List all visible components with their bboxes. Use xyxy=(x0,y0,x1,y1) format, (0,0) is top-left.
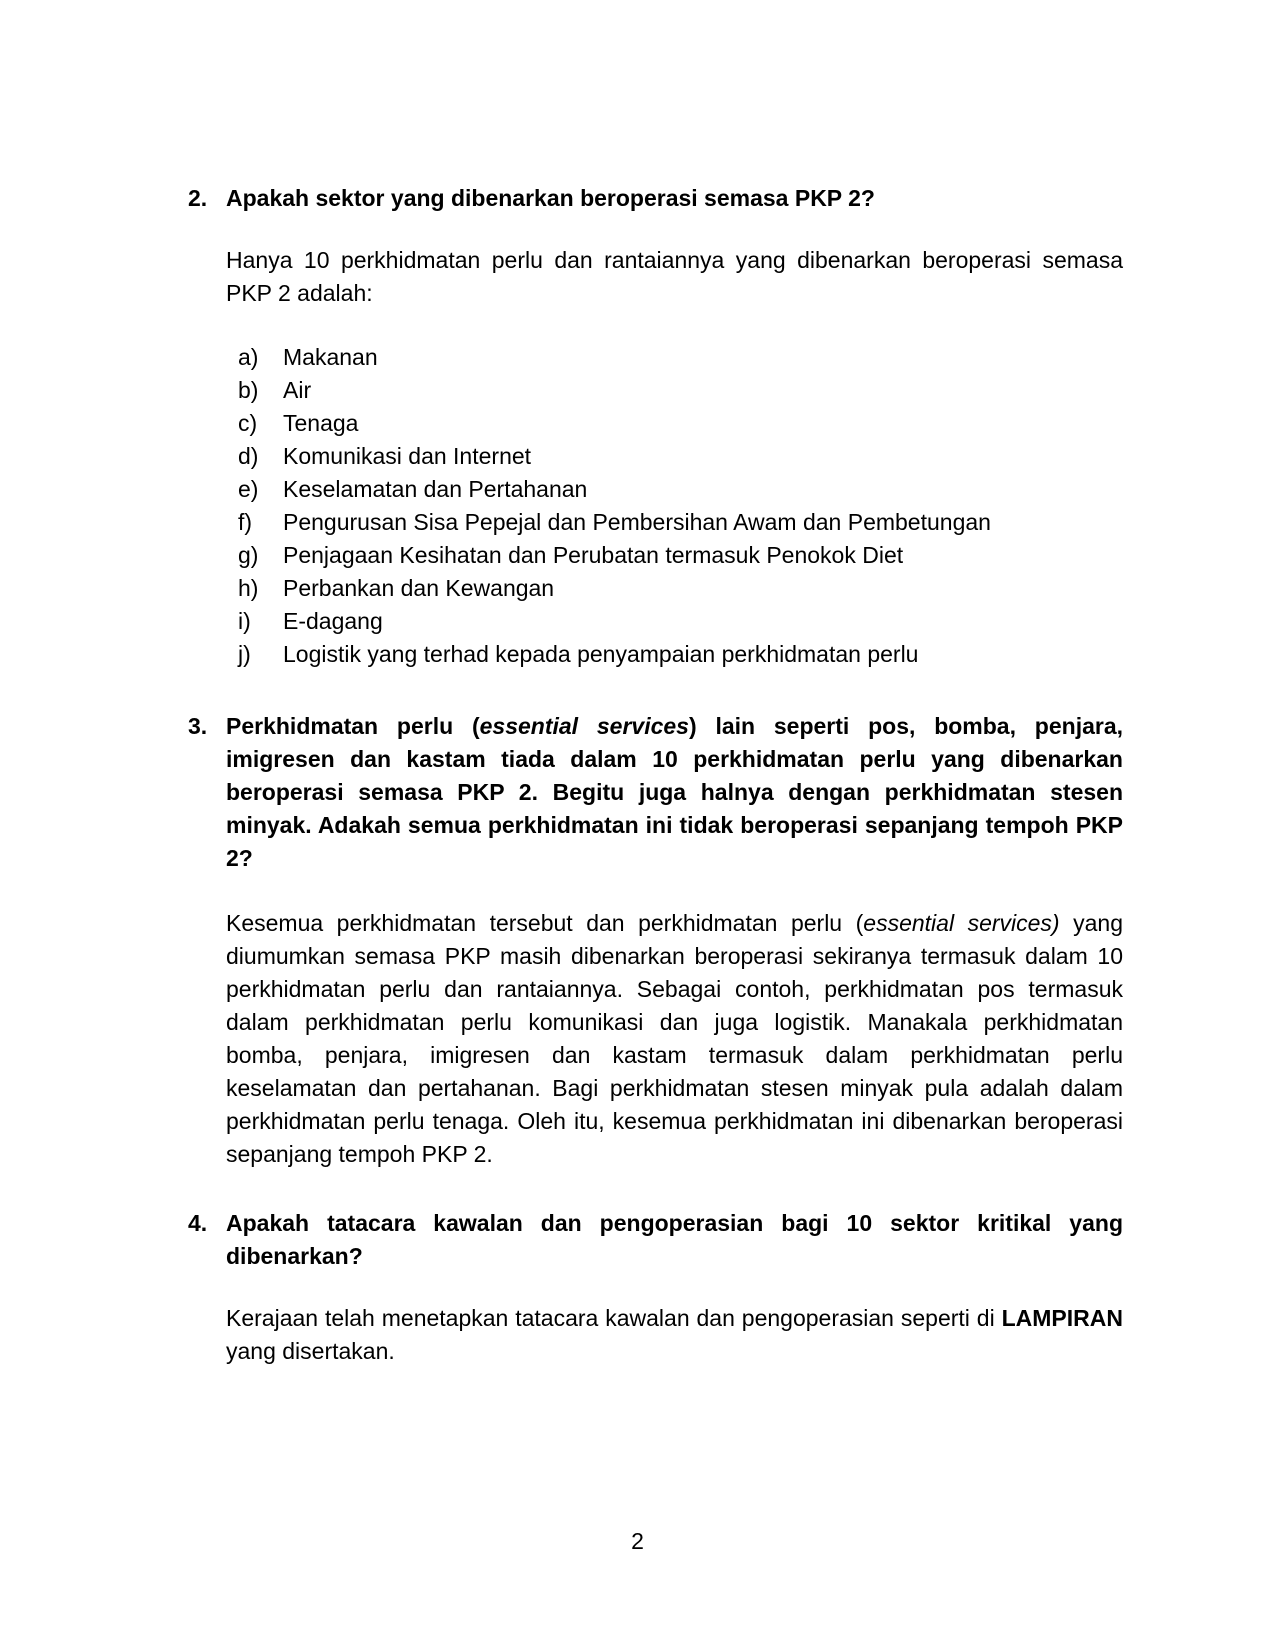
list-item xyxy=(238,440,991,473)
question-number: 3. xyxy=(188,713,208,739)
list-text: Logistik yang terhad kepada penyampaian perkhidmatan perlu xyxy=(283,641,919,667)
lampiran-reference: LAMPIRAN xyxy=(1001,1305,1123,1331)
list-letter: a) xyxy=(238,344,259,370)
list-letter: e) xyxy=(238,476,259,502)
question-4 xyxy=(188,1207,1123,1273)
page-number: 2 xyxy=(631,1528,644,1554)
question-text: Apakah sektor yang dibenarkan beroperasi semasa PKP 2? xyxy=(226,185,875,211)
question-3 xyxy=(188,710,1123,875)
list-item xyxy=(238,407,991,440)
question-2 xyxy=(188,182,1123,215)
list-letter: j) xyxy=(238,641,251,667)
list-text: Air xyxy=(283,377,312,403)
answer-text-part: Kerajaan telah menetapkan tatacara kawalan dan pengoperasian seperti di xyxy=(226,1305,1002,1331)
answer-2-intro: Hanya 10 perkhidmatan perlu dan rantaiannya yang dibenarkan beroperasi semasa PKP 2 adalah: xyxy=(226,247,1123,306)
list-letter: b) xyxy=(238,377,259,403)
essential-services-list xyxy=(238,341,991,671)
list-text: E-dagang xyxy=(283,608,383,634)
question-text-part: ) lain seperti pos, bomba, penjara, imigresen dan kastam tiada dalam 10 perkhidmatan perlu yang dibenarkan beroperasi semasa PKP 2. Begitu juga halnya dengan perkhidmatan stesen minyak. Adakah semua perkhidmatan ini tidak beroperasi sepanjang tempoh PKP 2? xyxy=(226,713,1124,871)
list-item xyxy=(238,572,991,605)
list-text: Makanan xyxy=(283,344,378,370)
list-letter: d) xyxy=(238,443,259,469)
list-item xyxy=(238,638,991,671)
question-text xyxy=(226,710,1123,875)
list-item xyxy=(238,506,991,539)
list-item xyxy=(238,539,991,572)
list-letter: f) xyxy=(238,509,253,535)
list-letter: g) xyxy=(238,542,259,568)
list-item xyxy=(238,341,991,374)
list-letter: i) xyxy=(238,608,251,634)
question-italic-term: essential services xyxy=(479,713,689,739)
list-text: Keselamatan dan Pertahanan xyxy=(283,476,588,502)
list-letter: c) xyxy=(238,410,258,436)
list-item xyxy=(238,374,991,407)
list-item xyxy=(238,473,991,506)
answer-italic-term: essential services) xyxy=(863,910,1060,936)
question-text-part: Perkhidmatan perlu ( xyxy=(226,713,480,739)
list-text: Perbankan dan Kewangan xyxy=(283,575,555,601)
answer-text-part: yang diumumkan semasa PKP masih dibenarkan beroperasi sekiranya termasuk dalam 10 perkhidmatan perlu dan rantaiannya. Sebagai contoh, perkhidmatan pos termasuk dalam perkhidmatan perlu komunikasi dan juga logistik. Manakala perkhidmatan bomba, penjara, imigresen dan kastam termasuk dalam perkhidmatan perlu keselamatan dan pertahanan. Bagi perkhidmatan stesen minyak pula adalah dalam perkhidmatan perlu tenaga. Oleh itu, kesemua perkhidmatan ini dibenarkan beroperasi sepanjang tempoh PKP 2. xyxy=(226,910,1123,1167)
question-number: 2. xyxy=(188,185,208,211)
list-text: Komunikasi dan Internet xyxy=(283,443,532,469)
list-item xyxy=(238,605,991,638)
list-text: Tenaga xyxy=(283,410,359,436)
answer-4 xyxy=(226,1302,1123,1368)
question-text: Apakah tatacara kawalan dan pengoperasian bagi 10 sektor kritikal yang dibenarkan? xyxy=(226,1210,1123,1269)
list-text: Pengurusan Sisa Pepejal dan Pembersihan Awam dan Pembetungan xyxy=(283,509,991,535)
answer-text-part: Kesemua perkhidmatan tersebut dan perkhidmatan perlu ( xyxy=(226,910,864,936)
question-number: 4. xyxy=(188,1210,208,1236)
answer-text-part: yang disertakan. xyxy=(226,1338,395,1364)
list-text: Penjagaan Kesihatan dan Perubatan termasuk Penokok Diet xyxy=(283,542,904,568)
answer-3 xyxy=(226,907,1123,1171)
list-letter: h) xyxy=(238,575,259,601)
